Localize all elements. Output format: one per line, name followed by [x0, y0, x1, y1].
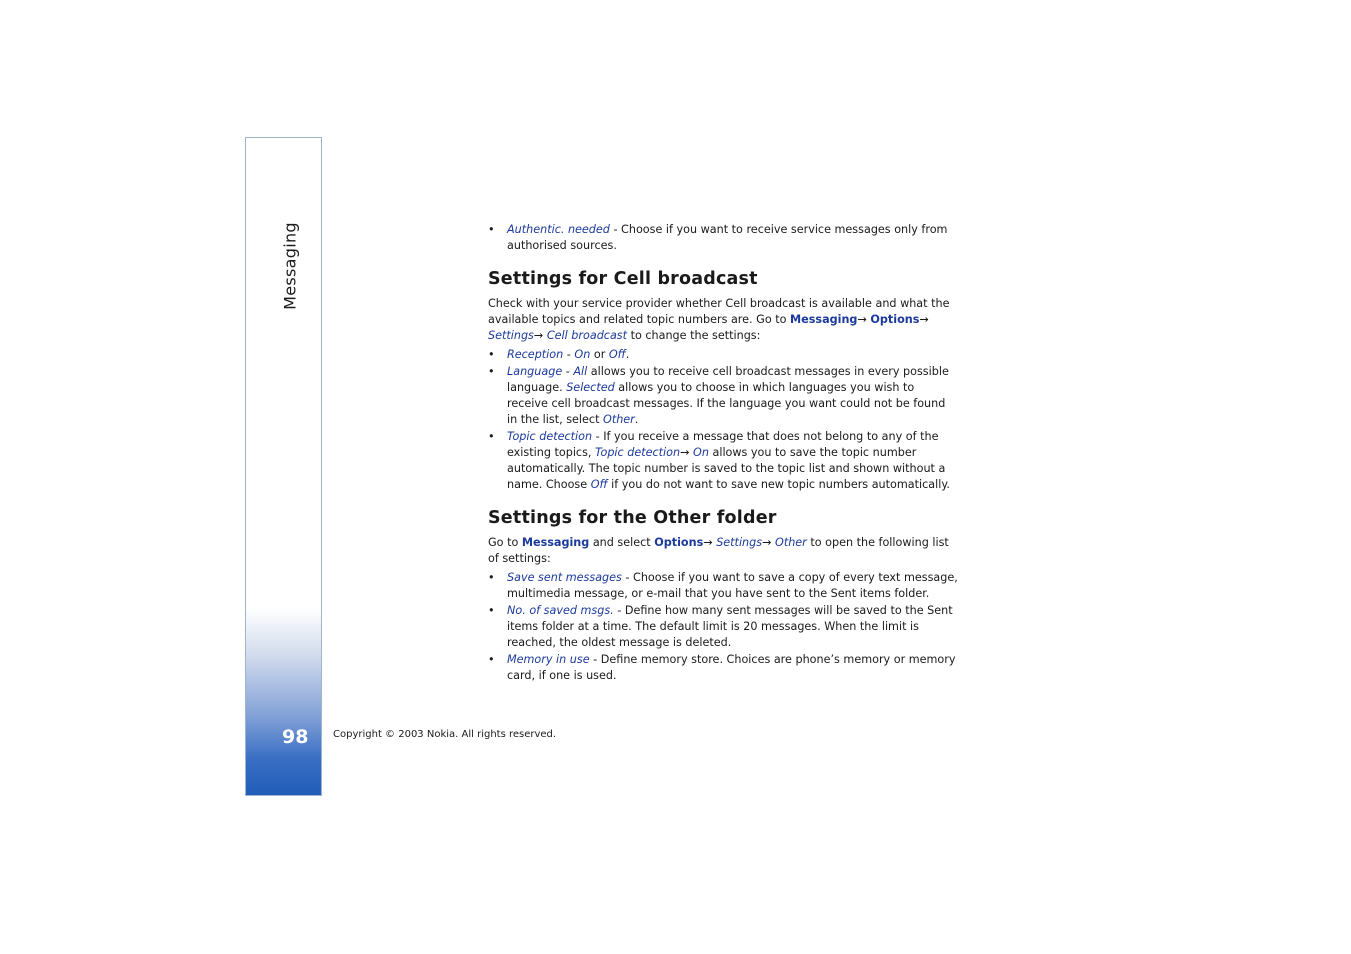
page-number: 98: [282, 726, 309, 748]
option-off: Off: [608, 348, 626, 361]
item-text: - Choose if you want to save a copy of every text message, multimedia message, or e-mail that you have sent to the Sent items folder.: [507, 571, 958, 600]
nav-other: Other: [775, 536, 807, 549]
other-folder-intro: [488, 535, 958, 567]
list-item-topic-detection: [488, 429, 958, 493]
intro-text: to open the following list of settings:: [488, 536, 949, 565]
nav-messaging: Messaging: [521, 536, 590, 549]
term-save-sent-messages: Save sent messages: [507, 571, 622, 584]
intro-text: Go to: [488, 536, 522, 549]
option-other: Other: [603, 413, 635, 426]
arrow-icon: →: [762, 536, 772, 549]
list-item-no-of-saved-msgs: [488, 603, 958, 651]
term-authentic-needed: Authentic. needed: [507, 223, 610, 236]
other-folder-list: [488, 570, 958, 684]
list-item-memory-in-use: [488, 652, 958, 684]
period: .: [625, 348, 630, 361]
main-content: [488, 222, 958, 685]
term-language: Language: [507, 365, 563, 378]
item-text: - If you receive a message that does not belong to any of the existing topics,: [507, 430, 939, 459]
separator: -: [562, 365, 574, 378]
item-text: allows you to choose in which languages you wish to receive cell broadcast messages. If the language you want could not be found in the list, select: [507, 381, 946, 426]
arrow-icon: →: [533, 329, 544, 342]
heading-other-folder: Settings for the Other folder: [488, 508, 777, 528]
option-on: On: [574, 348, 591, 361]
term-memory-in-use: Memory in use: [507, 653, 590, 666]
separator: -: [563, 348, 575, 361]
option-off: Off: [590, 478, 608, 491]
option-topic-detection: Topic detection: [595, 446, 681, 459]
chapter-title: Messaging: [280, 222, 300, 310]
period: .: [634, 413, 639, 426]
term-no-of-saved-msgs: No. of saved msgs.: [507, 604, 614, 617]
item-text: allows you to save the topic number automatically. The topic number is saved to the topic list and shown without a name. Choose: [507, 446, 946, 491]
list-item-authentic-needed: [488, 222, 958, 254]
option-all: All: [573, 365, 588, 378]
cell-broadcast-list: [488, 347, 958, 493]
nav-messaging: Messaging: [790, 313, 858, 326]
intro-text: to change the settings:: [627, 329, 761, 342]
term-reception: Reception: [507, 348, 564, 361]
arrow-icon: →: [919, 313, 929, 326]
list-item-language: [488, 364, 958, 428]
option-selected: Selected: [566, 381, 615, 394]
item-text: allows you to receive cell broadcast messages in every possible language.: [507, 365, 949, 394]
item-text: if you do not want to save new topic numbers automatically.: [607, 478, 950, 491]
arrow-icon: →: [857, 313, 867, 326]
nav-options: Options: [870, 313, 920, 326]
intro-text: Check with your service provider whether Cell broadcast is available and what the available topics and related topic numbers are. Go to: [488, 297, 950, 326]
nav-settings: Settings: [488, 329, 534, 342]
option-on: On: [693, 446, 709, 459]
item-text: - Define how many sent messages will be saved to the Sent items folder at a time. The default limit is 20 messages. When the limit is reached, the oldest message is deleted.: [507, 604, 953, 649]
arrow-icon: →: [703, 536, 713, 549]
item-text: - Choose if you want to receive service messages only from authorised sources.: [507, 223, 948, 252]
term-topic-detection: Topic detection: [507, 430, 593, 443]
heading-cell-broadcast: Settings for Cell broadcast: [488, 269, 758, 289]
cell-broadcast-intro: [488, 296, 958, 344]
copyright-notice: Copyright © 2003 Nokia. All rights reserved.: [333, 729, 557, 740]
intro-text: and select: [589, 536, 655, 549]
or-text: or: [590, 348, 609, 361]
list-item-reception: [488, 347, 958, 363]
list-item-save-sent-messages: [488, 570, 958, 602]
nav-cell-broadcast: Cell broadcast: [546, 329, 628, 342]
nav-settings: Settings: [716, 536, 763, 549]
item-text: - Define memory store. Choices are phone’s memory or memory card, if one is used.: [507, 653, 956, 682]
nav-options: Options: [654, 536, 704, 549]
intro-list: [488, 222, 958, 254]
arrow-icon: →: [680, 446, 690, 459]
